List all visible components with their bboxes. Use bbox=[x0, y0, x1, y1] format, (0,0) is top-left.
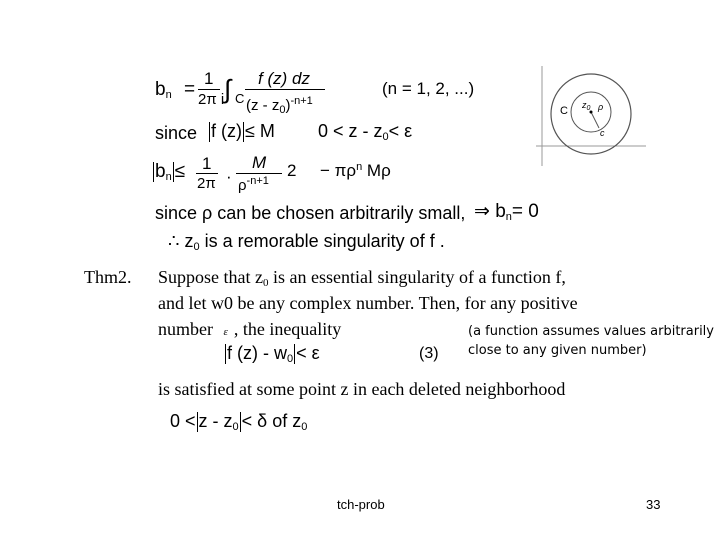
theorem-line-3: number ε , the inequality bbox=[158, 319, 342, 339]
estimate-m-den: $\rho^{-n+1}$ bbox=[238, 175, 269, 194]
theorem-line-1: Suppose that $z_0$ is an essential singularity of a function f, bbox=[158, 267, 566, 289]
contour-diagram bbox=[536, 66, 646, 170]
theorem-satisfied: is satisfied at some point z in each deleted neighborhood bbox=[158, 379, 566, 399]
estimate-lhs: $b_n$ ≤ bbox=[155, 161, 186, 184]
estimate-m-num: M bbox=[252, 153, 267, 172]
theorem-label: Thm2. bbox=[84, 267, 132, 287]
diagram-label-rho: ρ bbox=[598, 102, 604, 112]
therefore-line: ∴ $z_0$ is a remorable singularity of f . bbox=[168, 231, 445, 253]
theorem-line-2: and let w0 be any complex number. Then, for any positive bbox=[158, 293, 578, 313]
estimate-frac-num: 1 bbox=[202, 154, 212, 173]
contour-label: C bbox=[235, 91, 245, 106]
domain-expr: $0 < z - z_0< \varepsilon$ bbox=[318, 121, 413, 143]
integral-sign: ∫ bbox=[224, 74, 232, 104]
estimate-tail: − $\pi\rho^n$ Mρ bbox=[320, 161, 391, 180]
estimate-frac-den: 2π bbox=[197, 175, 216, 192]
estimate-frac-bar bbox=[196, 173, 218, 174]
diagram-label-c-big: C bbox=[560, 105, 568, 117]
footer-title: tch-prob bbox=[337, 497, 385, 512]
bn-lhs: $b_n$ bbox=[155, 79, 172, 101]
frac1-den: 2π i bbox=[198, 91, 225, 108]
note-line-2: close to any given number) bbox=[468, 343, 647, 358]
equation-number: (3) bbox=[419, 345, 439, 362]
diagram-label-c-small: c bbox=[600, 128, 605, 138]
theorem-inequality: f $(z) - w_0 < \varepsilon$ bbox=[227, 343, 320, 365]
bn-equals: = bbox=[184, 79, 196, 100]
integrand-den: $(z - z_0)^{-n+1}$ bbox=[246, 95, 313, 116]
frac1-num: 1 bbox=[204, 69, 214, 88]
since-label: since bbox=[155, 123, 198, 143]
frac1-bar bbox=[198, 89, 220, 90]
estimate-m-bar bbox=[236, 173, 282, 174]
integrand-bar bbox=[245, 89, 325, 90]
since2-text: since ρ can be chosen arbitrarily small, bbox=[155, 203, 466, 223]
page-number: 33 bbox=[646, 497, 661, 512]
estimate-two: 2 bbox=[287, 161, 297, 180]
estimate-dot: · bbox=[226, 167, 232, 186]
diagram-label-z0: $z_0$ bbox=[582, 100, 591, 112]
theorem-neighborhood: $0 < z - z_0 < \delta$ of $z_0$ bbox=[170, 411, 308, 433]
n-range: (n = 1, 2, ...) bbox=[382, 79, 475, 98]
integrand-num: f (z) dz bbox=[258, 69, 310, 88]
since2-result: ⇒ $b_n= 0$ bbox=[474, 201, 539, 223]
note-line-1: (a function assumes values arbitrarily bbox=[468, 324, 714, 339]
bound-expr: f (z) ≤ M bbox=[211, 121, 275, 141]
